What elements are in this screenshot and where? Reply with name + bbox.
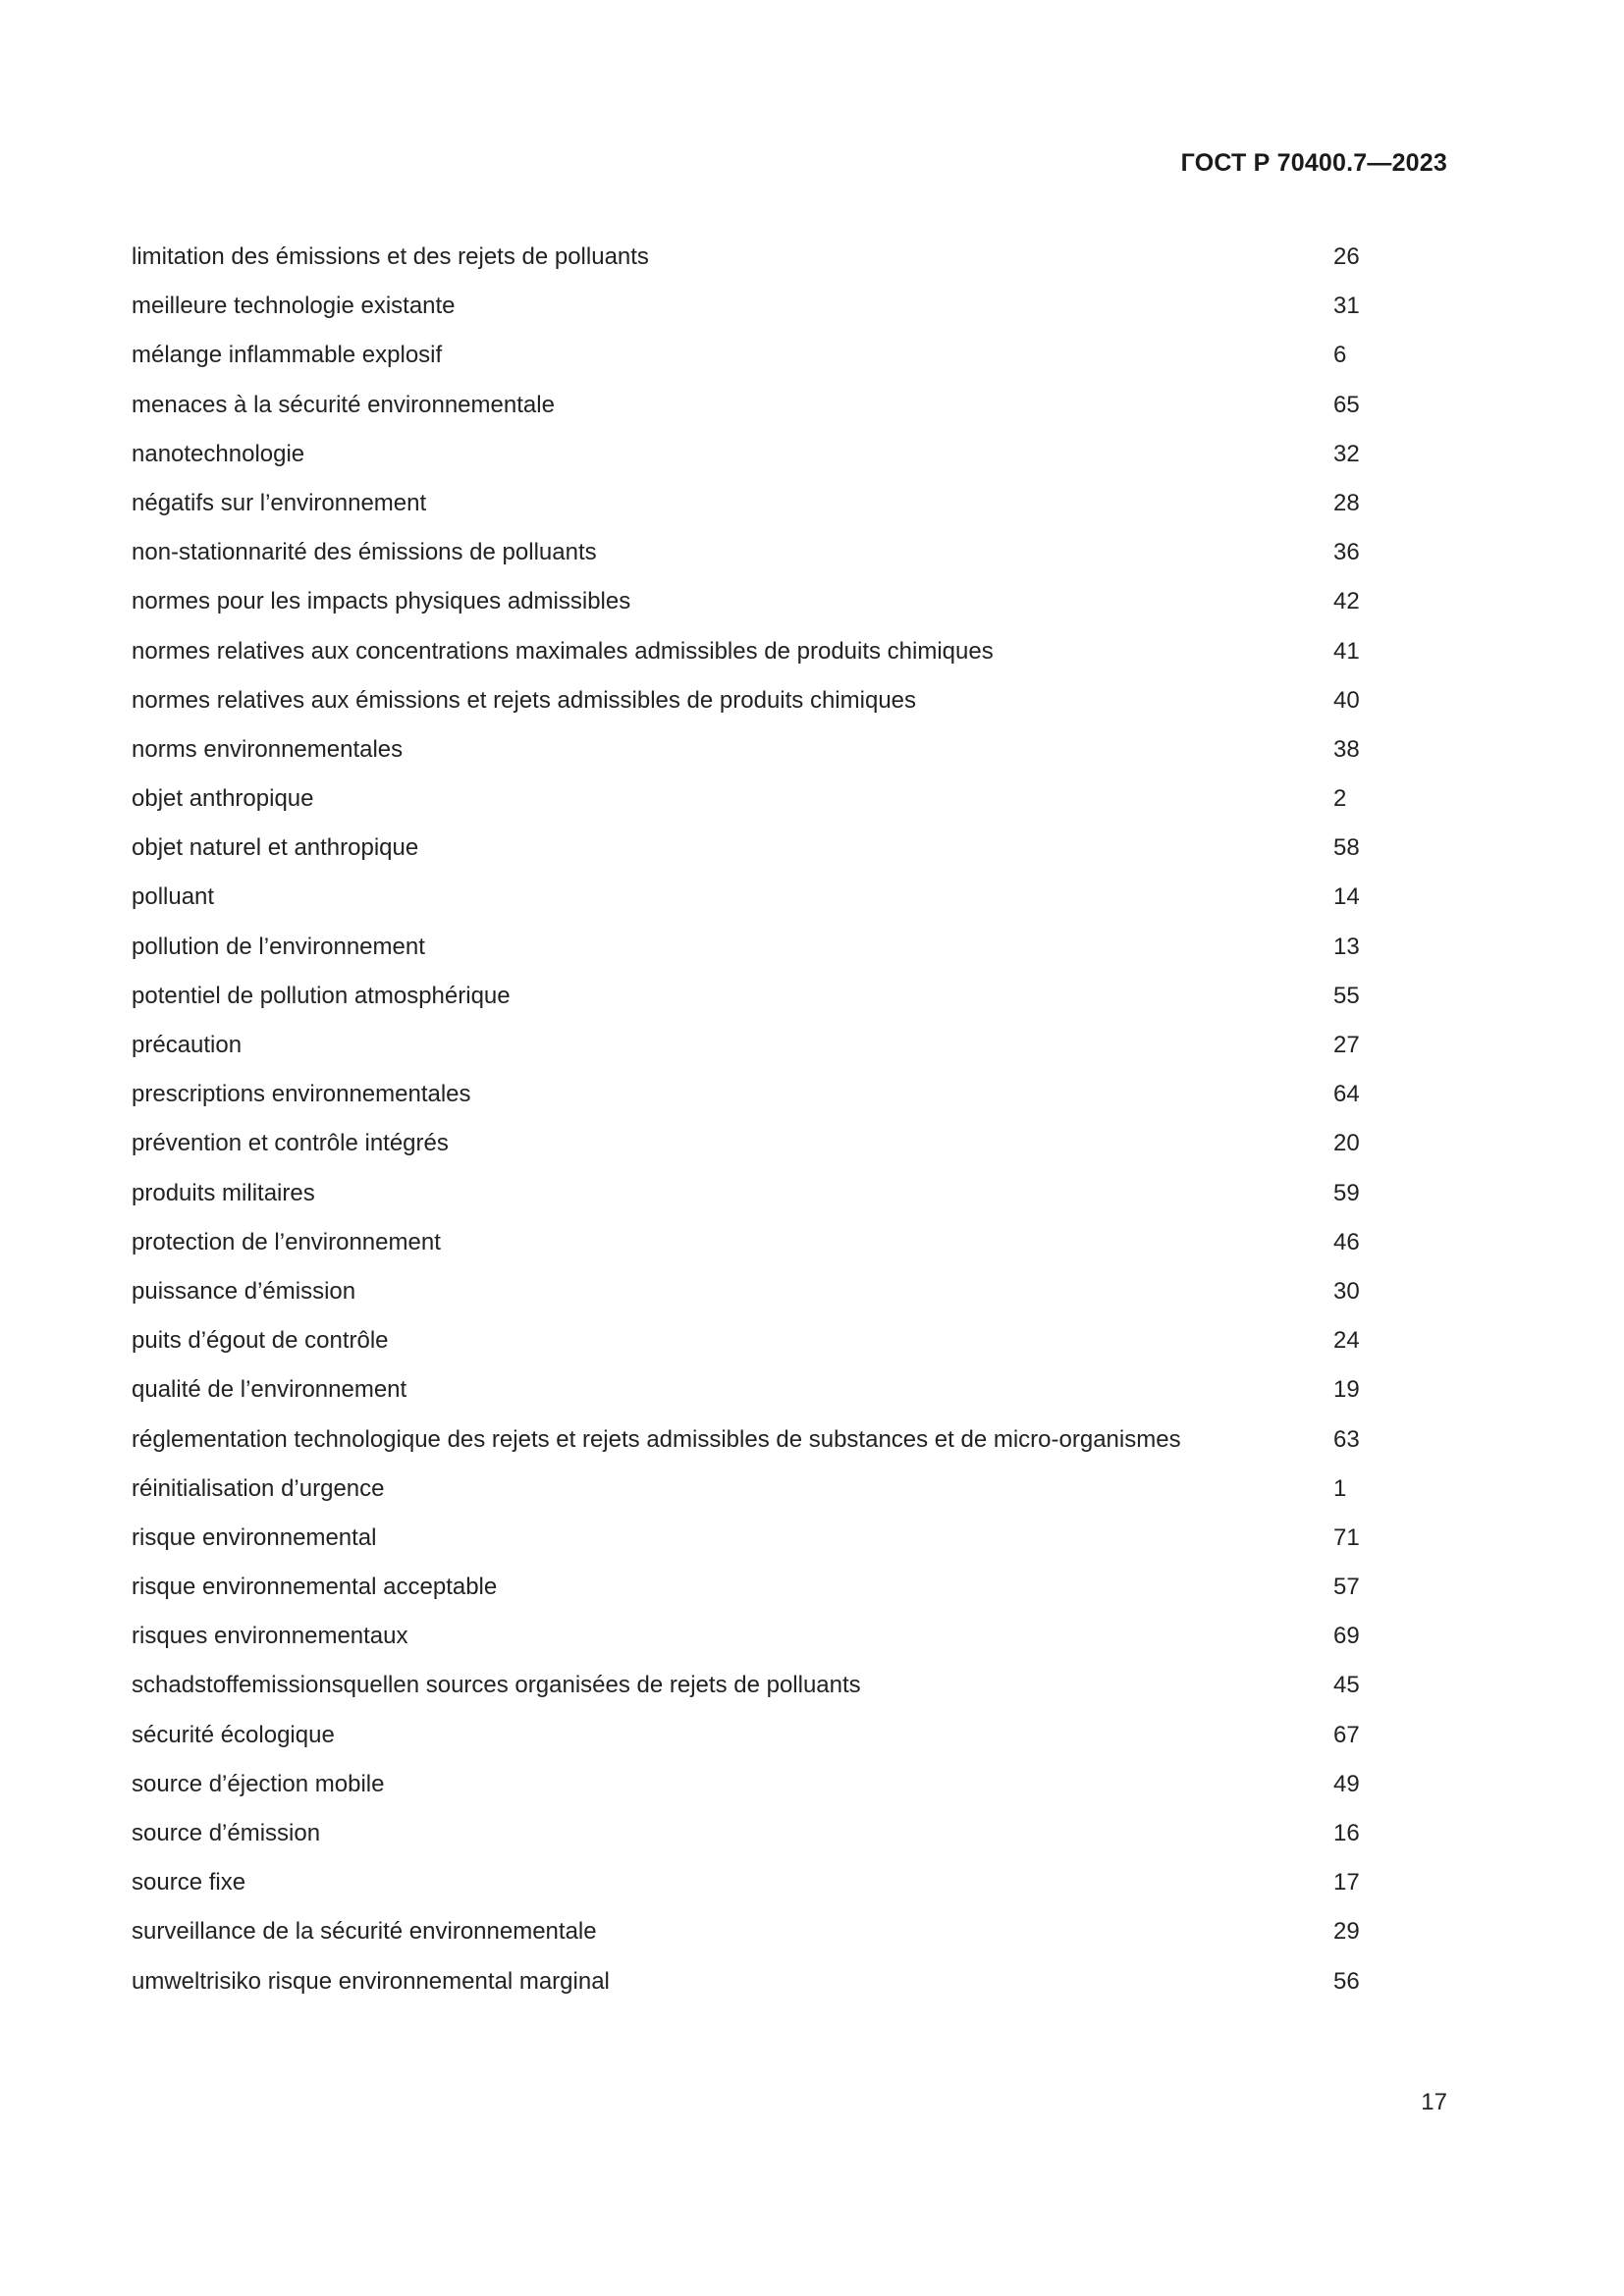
index-entry: [132, 1370, 1369, 1419]
index-entry: [132, 1814, 1369, 1863]
index-entry: [132, 1469, 1369, 1519]
document-code-header: ГОСТ Р 70400.7—2023: [1180, 149, 1447, 177]
index-term-number: 19: [1333, 1376, 1360, 1404]
index-entry: [132, 582, 1369, 631]
index-entry: [132, 1174, 1369, 1223]
index-term-number: 29: [1333, 1918, 1360, 1946]
index-term: surveillance de la sécurité environnementale: [132, 1918, 597, 1946]
index-term: prescriptions environnementales: [132, 1081, 471, 1108]
index-entry: [132, 1321, 1369, 1370]
index-term: meilleure technologie existante: [132, 293, 456, 320]
index-term-number: 40: [1333, 686, 1360, 714]
index-term: objet anthropique: [132, 785, 314, 813]
index-entry: [132, 1716, 1369, 1765]
index-entry: [132, 287, 1369, 336]
index-term: protection de l’environnement: [132, 1228, 441, 1255]
index-term: nanotechnologie: [132, 440, 305, 467]
index-term: normes relatives aux émissions et rejets admissibles de produits chimiques: [132, 686, 917, 714]
index-entry: [132, 730, 1369, 779]
index-entry: [132, 681, 1369, 730]
index-term-number: 6: [1333, 342, 1347, 369]
index-term-number: 38: [1333, 735, 1360, 763]
index-term-number: 49: [1333, 1770, 1360, 1797]
index-term: réglementation technologique des rejets et rejets admissibles de substances et de micro-organismes: [132, 1425, 1181, 1453]
index-term: limitation des émissions et des rejets de polluants: [132, 243, 649, 270]
index-term-number: 55: [1333, 982, 1360, 1009]
index-term-number: 59: [1333, 1179, 1360, 1206]
index-term: polluant: [132, 883, 215, 911]
index-term: pollution de l’environnement: [132, 933, 425, 960]
index-entry: [132, 1519, 1369, 1568]
index-entry: [132, 1912, 1369, 1961]
index-term: risque environnemental acceptable: [132, 1574, 498, 1601]
index-term-number: 2: [1333, 785, 1347, 813]
index-entry: [132, 1124, 1369, 1173]
index-entry: [132, 336, 1369, 385]
index-term-number: 56: [1333, 1967, 1360, 1995]
index-term-number: 65: [1333, 391, 1360, 418]
index-term-number: 27: [1333, 1032, 1360, 1058]
index-entry: [132, 828, 1369, 878]
index-term-number: 71: [1333, 1523, 1360, 1551]
index-term-number: 36: [1333, 539, 1360, 566]
index-term: normes pour les impacts physiques admissibles: [132, 588, 631, 615]
index-term: objet naturel et anthropique: [132, 834, 419, 862]
index-entry: [132, 1420, 1369, 1469]
index-term: mélange inflammable explosif: [132, 342, 443, 369]
alphabetical-index-list: [132, 238, 1369, 2011]
index-term-number: 16: [1333, 1820, 1360, 1846]
index-term: umweltrisiko risque environnemental marginal: [132, 1967, 610, 1995]
index-term-number: 20: [1333, 1130, 1360, 1157]
index-term-number: 31: [1333, 293, 1360, 320]
index-entry: [132, 1272, 1369, 1321]
index-term: menaces à la sécurité environnementale: [132, 391, 555, 418]
index-term-number: 28: [1333, 489, 1360, 516]
index-entry: [132, 1223, 1369, 1272]
index-term-number: 32: [1333, 440, 1360, 467]
index-term: précaution: [132, 1032, 243, 1058]
index-entry: [132, 977, 1369, 1026]
index-entry: [132, 484, 1369, 533]
index-term-number: 58: [1333, 834, 1360, 862]
index-term: norms environnementales: [132, 735, 404, 763]
index-entry: [132, 1765, 1369, 1814]
index-term-number: 14: [1333, 883, 1360, 911]
index-term: négatifs sur l’environnement: [132, 489, 427, 516]
index-term-number: 13: [1333, 933, 1360, 960]
index-term: source d’éjection mobile: [132, 1770, 385, 1797]
index-term-number: 24: [1333, 1327, 1360, 1355]
index-entry: [132, 632, 1369, 681]
index-term-number: 67: [1333, 1721, 1360, 1748]
index-entry: [132, 435, 1369, 484]
index-term-number: 17: [1333, 1869, 1360, 1896]
index-entry: [132, 779, 1369, 828]
index-entry: [132, 1026, 1369, 1075]
index-term-number: 26: [1333, 243, 1360, 270]
index-term: source fixe: [132, 1869, 246, 1896]
index-term: source d’émission: [132, 1820, 321, 1846]
index-term: normes relatives aux concentrations maximales admissibles de produits chimiques: [132, 637, 994, 665]
index-term: sécurité écologique: [132, 1721, 335, 1748]
index-term: réinitialisation d’urgence: [132, 1474, 385, 1502]
index-term-number: 41: [1333, 637, 1360, 665]
index-entry: [132, 1568, 1369, 1617]
index-term-number: 30: [1333, 1277, 1360, 1305]
index-term: puits d’égout de contrôle: [132, 1327, 389, 1355]
index-term-number: 42: [1333, 588, 1360, 615]
index-term-number: 63: [1333, 1425, 1360, 1453]
index-term: risques environnementaux: [132, 1623, 408, 1650]
index-term-number: 69: [1333, 1623, 1360, 1650]
index-term-number: 64: [1333, 1081, 1360, 1108]
index-entry: [132, 238, 1369, 287]
index-entry: [132, 1863, 1369, 1912]
index-term: puissance d’émission: [132, 1277, 356, 1305]
index-term: non-stationnarité des émissions de polluants: [132, 539, 597, 566]
index-entry: [132, 928, 1369, 977]
index-entry: [132, 1666, 1369, 1715]
index-term: schadstoffemissionsquellen sources organisées de rejets de polluants: [132, 1672, 861, 1699]
index-term-number: 1: [1333, 1474, 1347, 1502]
index-term-number: 46: [1333, 1228, 1360, 1255]
index-term: risque environnemental: [132, 1523, 377, 1551]
index-entry: [132, 533, 1369, 582]
index-term-number: 45: [1333, 1672, 1360, 1699]
index-term: potentiel de pollution atmosphérique: [132, 982, 511, 1009]
index-term: produits militaires: [132, 1179, 315, 1206]
index-entry: [132, 1962, 1369, 2011]
index-entry: [132, 386, 1369, 435]
index-term: qualité de l’environnement: [132, 1376, 407, 1404]
page-number: 17: [1421, 2089, 1447, 2115]
index-entry: [132, 1617, 1369, 1666]
index-entry: [132, 878, 1369, 927]
index-entry: [132, 1075, 1369, 1124]
index-term: prévention et contrôle intégrés: [132, 1130, 449, 1157]
index-term-number: 57: [1333, 1574, 1360, 1601]
